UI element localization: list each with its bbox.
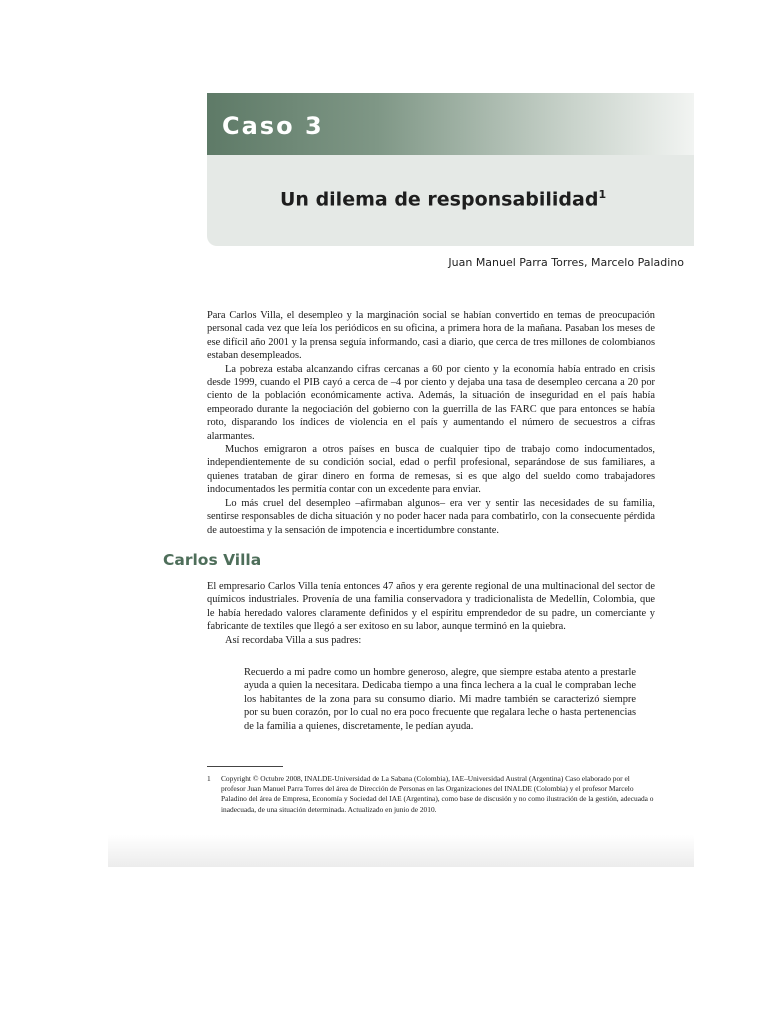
authors-line: Juan Manuel Parra Torres, Marcelo Paladino xyxy=(448,256,684,269)
title-footnote-ref: 1 xyxy=(598,188,607,201)
intro-paragraph: Para Carlos Villa, el desempleo y la marginación social se habían convertido en temas de preocupación personal cada vez que leía los periódicos en su oficina, a primera hora de la mañana. Pasaban los meses de ese difícil año 2001 y la prensa seguía informando, casi a diario, que cerca de tres millones de colombianos estaban desempleados. xyxy=(207,310,655,362)
section-body xyxy=(207,580,655,647)
block-quote: Recuerdo a mi padre como un hombre generoso, alegre, que siempre estaba atento a prestarle ayuda a quien la necesitara. Dedicaba tiempo a una finca lechera a la cual le compraban leche los habitantes de la zona para su consumo diario. Mi madre también se caracterizó siempre por su buen corazón, por lo cual no era poco frecuente que regalara leche o hasta pertenencias de la familia a quienes, discretamente, le pedían ayuda. xyxy=(244,667,636,732)
intro-paragraph: Lo más cruel del desempleo –afirmaban algunos– era ver y sentir las necesidades de su familia, sentirse responsables de dicha situación y no poder hacer nada para combatirlo, con la consecuente pérdida de autoestima y la sensación de impotencia e incertidumbre constante. xyxy=(207,497,655,536)
intro-paragraph: Muchos emigraron a otros países en busca de cualquier tipo de trabajo como indocumentados, independientemente de su condición social, edad o perfil profesional, separándose de sus familiares, a quienes trataban de girar dinero en forma de remesas, si es que algo del sueldo como trabajadores indocumentados les permitía contar con un excedente para enviar. xyxy=(207,444,655,496)
footnote-text: Copyright © Octubre 2008, INALDE-Universidad de La Sabana (Colombia), IAE–Universidad Austral (Argentina) Caso elaborado por el profesor Juan Manuel Parra Torres del área de Dirección de Personas en las Organizaciones del INALDE (Colombia) y el profesor Marcelo Paladino del área de Empresa, Economía y Sociedad del IAE (Argentina), como base de discusión y no como ilustración de la gestión, adecuada o inadecuada, de una situación determinada. Actualizado en junio de 2010. xyxy=(221,774,654,814)
case-title-text: Un dilema de responsabilidad xyxy=(280,188,599,211)
footnote-divider xyxy=(207,766,283,767)
page-bottom-shadow xyxy=(108,835,694,867)
footnote xyxy=(207,774,655,815)
section-paragraph: El empresario Carlos Villa tenía entonces 47 años y era gerente regional de una multinacional del sector de químicos industriales. Provenía de una familia conservadora y tradicionalista de Medellín, Colombia, que le había heredado valores claramente definidos y el espíritu emprendedor de su padre, un comerciante y fabricante de textiles que llegó a ser exitoso en su labor, aunque terminó en la quiebra. xyxy=(207,581,655,633)
case-label: Caso 3 xyxy=(222,112,324,140)
case-title xyxy=(280,188,606,210)
intro-paragraph: La pobreza estaba alcanzando cifras cercanas a 60 por ciento y la economía había entrado en crisis desde 1999, cuando el PIB cayó a cerca de –4 por ciento y dejaba una tasa de desempleo cercana a 20 por ciento de la población económicamente activa. Además, la situación de inseguridad en el país había empeorado durante la negociación del gobierno con la guerrilla de las FARC que para entonces se había roto, disparando los índices de violencia en el país y aumentando el número de secuestros a cifras alarmantes. xyxy=(207,363,655,442)
footnote-mark: 1 xyxy=(207,774,211,783)
section-heading: Carlos Villa xyxy=(163,551,262,569)
intro-section xyxy=(207,309,655,537)
section-paragraph: Así recordaba Villa a sus padres: xyxy=(225,634,362,646)
